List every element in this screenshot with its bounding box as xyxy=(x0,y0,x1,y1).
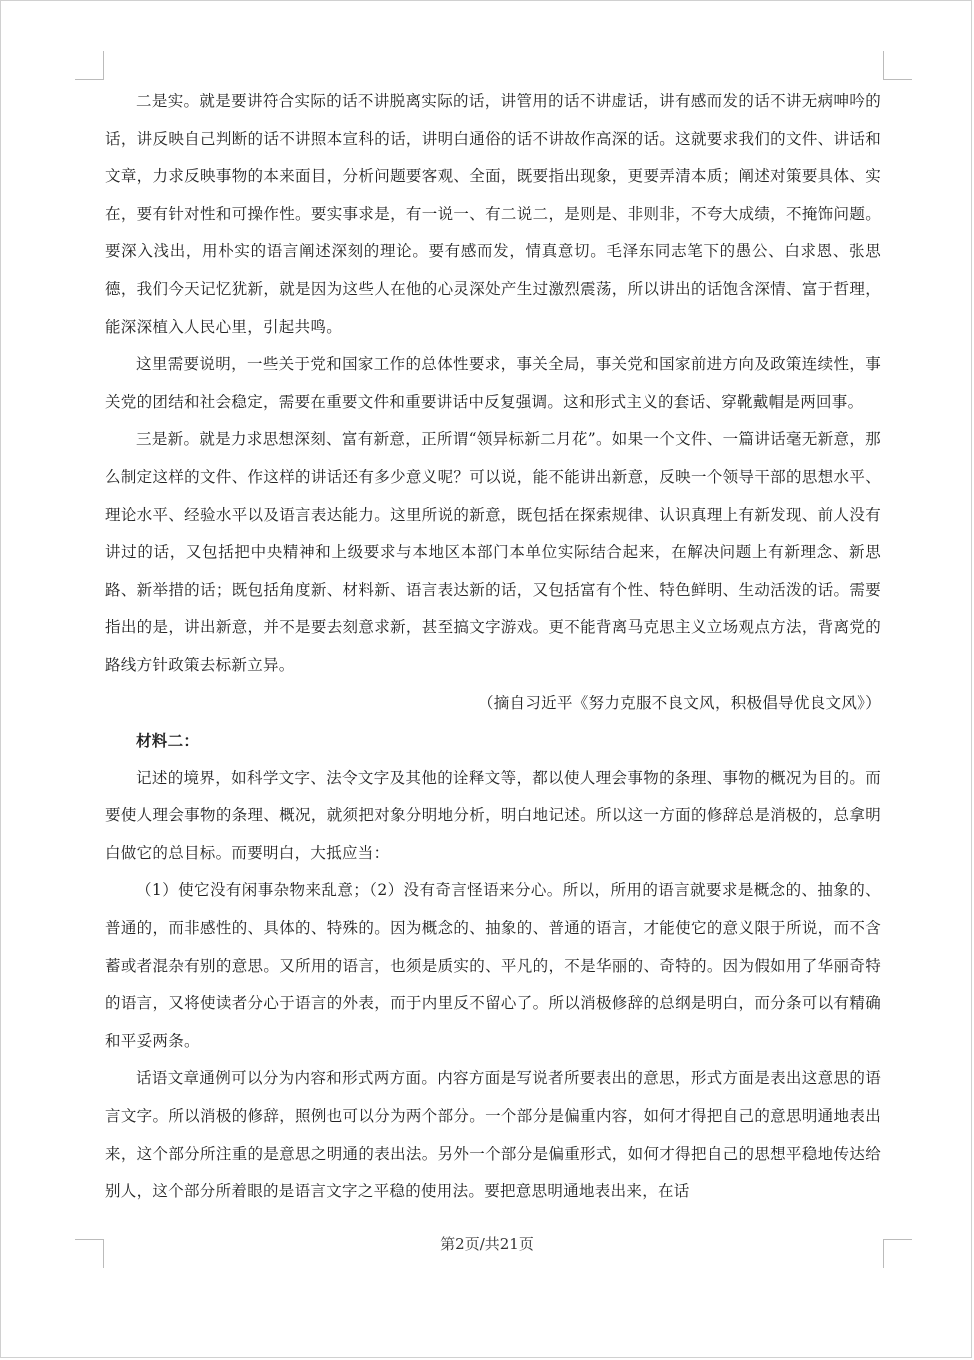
crop-mark-top-left xyxy=(75,51,104,80)
page-body xyxy=(105,83,881,1211)
paragraph-shi: 二是实。就是要讲符合实际的话不讲脱离实际的话，讲管用的话不讲虚话，讲有感而发的话不讲无病呻吟的话，讲反映自己判断的话不讲照本宣科的话，讲明白通俗的话不讲故作高深的话。这就要求我们的文件、讲话和文章，力求反映事物的本来面目，分析问题要客观、全面，既要指出现象，更要弄清本质；阐述对策要具体、实在，要有针对性和可操作性。要实事求是，有一说一、有二说二，是则是、非则非，不夸大成绩，不掩饰问题。要深入浅出，用朴实的语言阐述深刻的理论。要有感而发，情真意切。毛泽东同志笔下的愚公、白求恩、张思德，我们今天记忆犹新，就是因为这些人在他的心灵深处产生过激烈震荡，所以讲出的话饱含深情、富于哲理，能深深植入人民心里，引起共鸣。 xyxy=(105,92,881,336)
source-citation: （摘自习近平《努力克服不良文风，积极倡导优良文风》） xyxy=(477,693,881,712)
paragraph-narrative-realm: 记述的境界，如科学文字、法令文字及其他的诠释文等，都以使人理会事物的条理、事物的概况为目的。而要使人理会事物的条理、概况，就须把对象分明地分析，明白地记述。所以这一方面的修辞总是消极的，总拿明白做它的总目标。而要明白，大抵应当： xyxy=(105,768,881,862)
paragraph-xin: 三是新。就是力求思想深刻、富有新意，正所谓“领异标新二月花”。如果一个文件、一篇讲话毫无新意，那么制定这样的文件、作这样的讲话还有多少意义呢？可以说，能不能讲出新意，反映一个领导干部的思想水平、理论水平、经验水平以及语言表达能力。这里所说的新意，既包括在探索规律、认识真理上有新发现、前人没有讲过的话，又包括把中央精神和上级要求与本地区本部门本单位实际结合起来，在解决问题上有新理念、新思路、新举措的话；既包括角度新、材料新、语言表达新的话，又包括富有个性、特色鲜明、生动活泼的话。需要指出的是，讲出新意，并不是要去刻意求新，甚至搞文字游戏。更不能背离马克思主义立场观点方法，背离党的路线方针政策去标新立异。 xyxy=(105,430,881,674)
paragraph-content-form: 话语文章通例可以分为内容和形式两方面。内容方面是写说者所要表出的意思，形式方面是表出这意思的语言文字。所以消极的修辞，照例也可以分为两个部分。一个部分是偏重内容，如何才得把自己的意思明通地表出来，这个部分所注重的是意思之明通的表出法。另外一个部分是偏重形式，如何才得把自己的思想平稳地传达给别人，这个部分所着眼的是语言文字之平稳的使用法。要把意思明通地表出来，在话 xyxy=(105,1069,881,1201)
page-number-footer: 第2页/共21页 xyxy=(440,1235,534,1253)
paragraph-requirements: （1）使它没有闲事杂物来乱意；（2）没有奇言怪语来分心。所以，所用的语言就要求是概念的、抽象的、普通的，而非感性的、具体的、特殊的。因为概念的、抽象的、普通的语言，才能使它的意义限于所说，而不含蓄或者混杂有别的意思。又所用的语言，也须是质实的、平凡的，不是华丽的、奇特的。因为假如用了华丽奇特的语言，又将使读者分心于语言的外表，而于内里反不留心了。所以消极修辞的总纲是明白，而分条可以有精确和平妥两条。 xyxy=(105,881,881,1050)
section-heading-material-two: 材料二： xyxy=(136,731,200,751)
crop-mark-top-right xyxy=(883,51,912,80)
paragraph-note: 这里需要说明，一些关于党和国家工作的总体性要求，事关全局，事关党和国家前进方向及政策连续性，事关党的团结和社会稳定，需要在重要文件和重要讲话中反复强调。这和形式主义的套话、穿靴戴帽是两回事。 xyxy=(105,355,881,411)
